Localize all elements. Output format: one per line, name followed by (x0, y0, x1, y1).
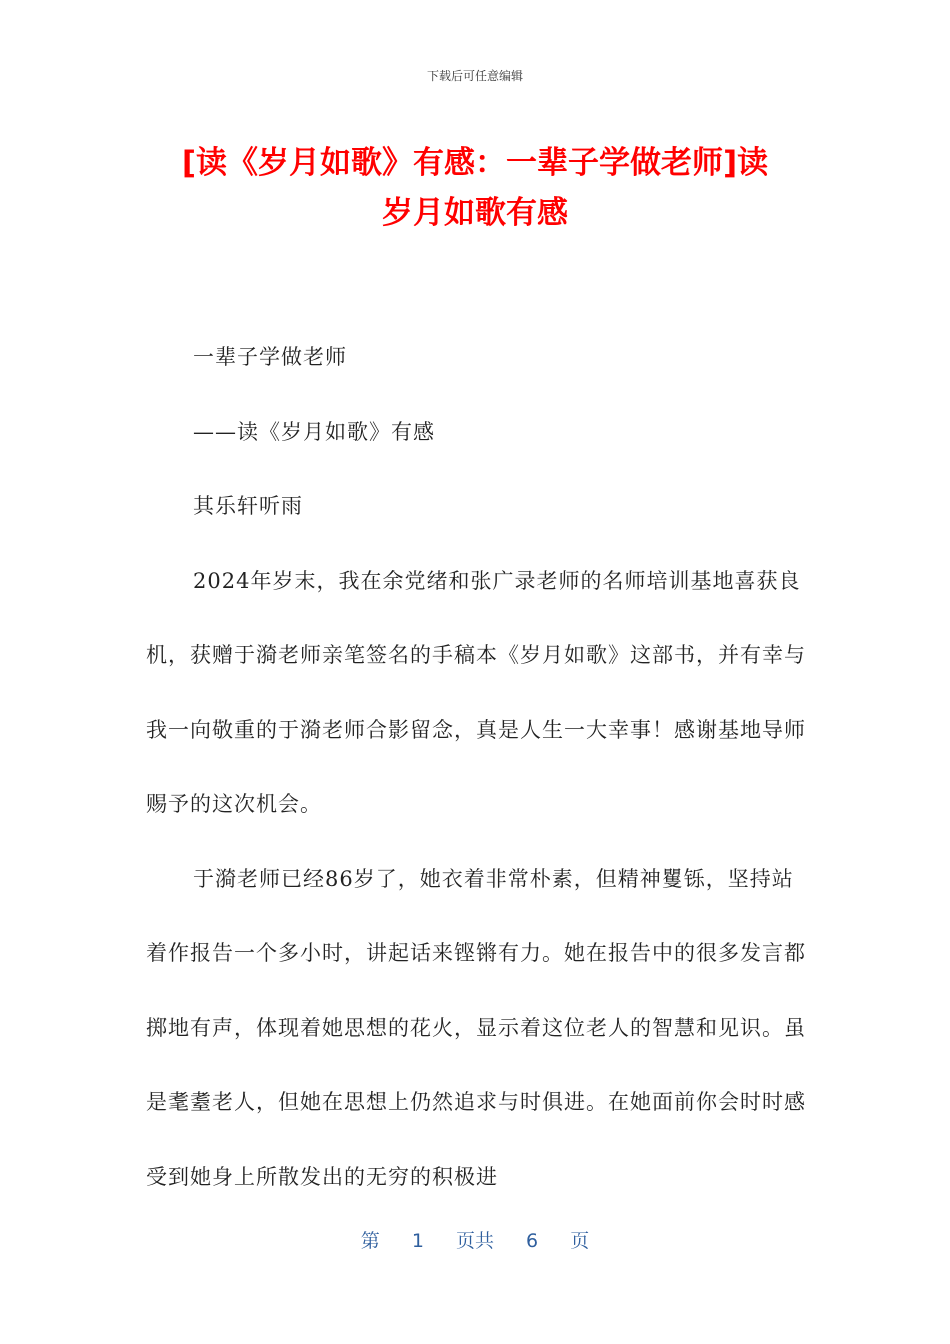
title-line-2: 岁月如歌有感 (382, 195, 568, 231)
paragraph: 2024年岁末，我在余党绪和张广录老师的名师培训基地喜获良机，获赠于漪老师亲笔签名的手稿本《岁月如歌》这部书，并有幸与我一向敬重的于漪老师合影留念，真是人生一大幸事！感谢基地导师赐予的这次机会。 (146, 568, 806, 816)
document-title (120, 138, 830, 238)
document-body (146, 320, 806, 1214)
page-prefix: 第 (360, 1230, 380, 1252)
article-author: 其乐轩听雨 (193, 494, 303, 518)
page-number-footer (0, 1226, 950, 1253)
article-title: 一辈子学做老师 (193, 345, 347, 369)
title-line-1: [读《岁月如歌》有感：一辈子学做老师]读 (181, 145, 769, 181)
page-total: 6 (526, 1230, 539, 1252)
page-current: 1 (411, 1230, 424, 1252)
page-middle: 页共 (455, 1230, 494, 1252)
article-subtitle: ——读《岁月如歌》有感 (193, 419, 435, 444)
page-suffix: 页 (570, 1230, 590, 1252)
header-note: 下载后可任意编辑 (426, 69, 523, 83)
paragraph: 于漪老师已经86岁了，她衣着非常朴素，但精神矍铄，坚持站着作报告一个多小时，讲起话来铿锵有力。她在报告中的很多发言都掷地有声，体现着她思想的花火，显示着这位老人的智慧和见识。虽是耄耋老人，但她在思想上仍然追求与时俱进。在她面前你会时时感受到她身上所散发出的无穷的积极进 (146, 866, 806, 1189)
